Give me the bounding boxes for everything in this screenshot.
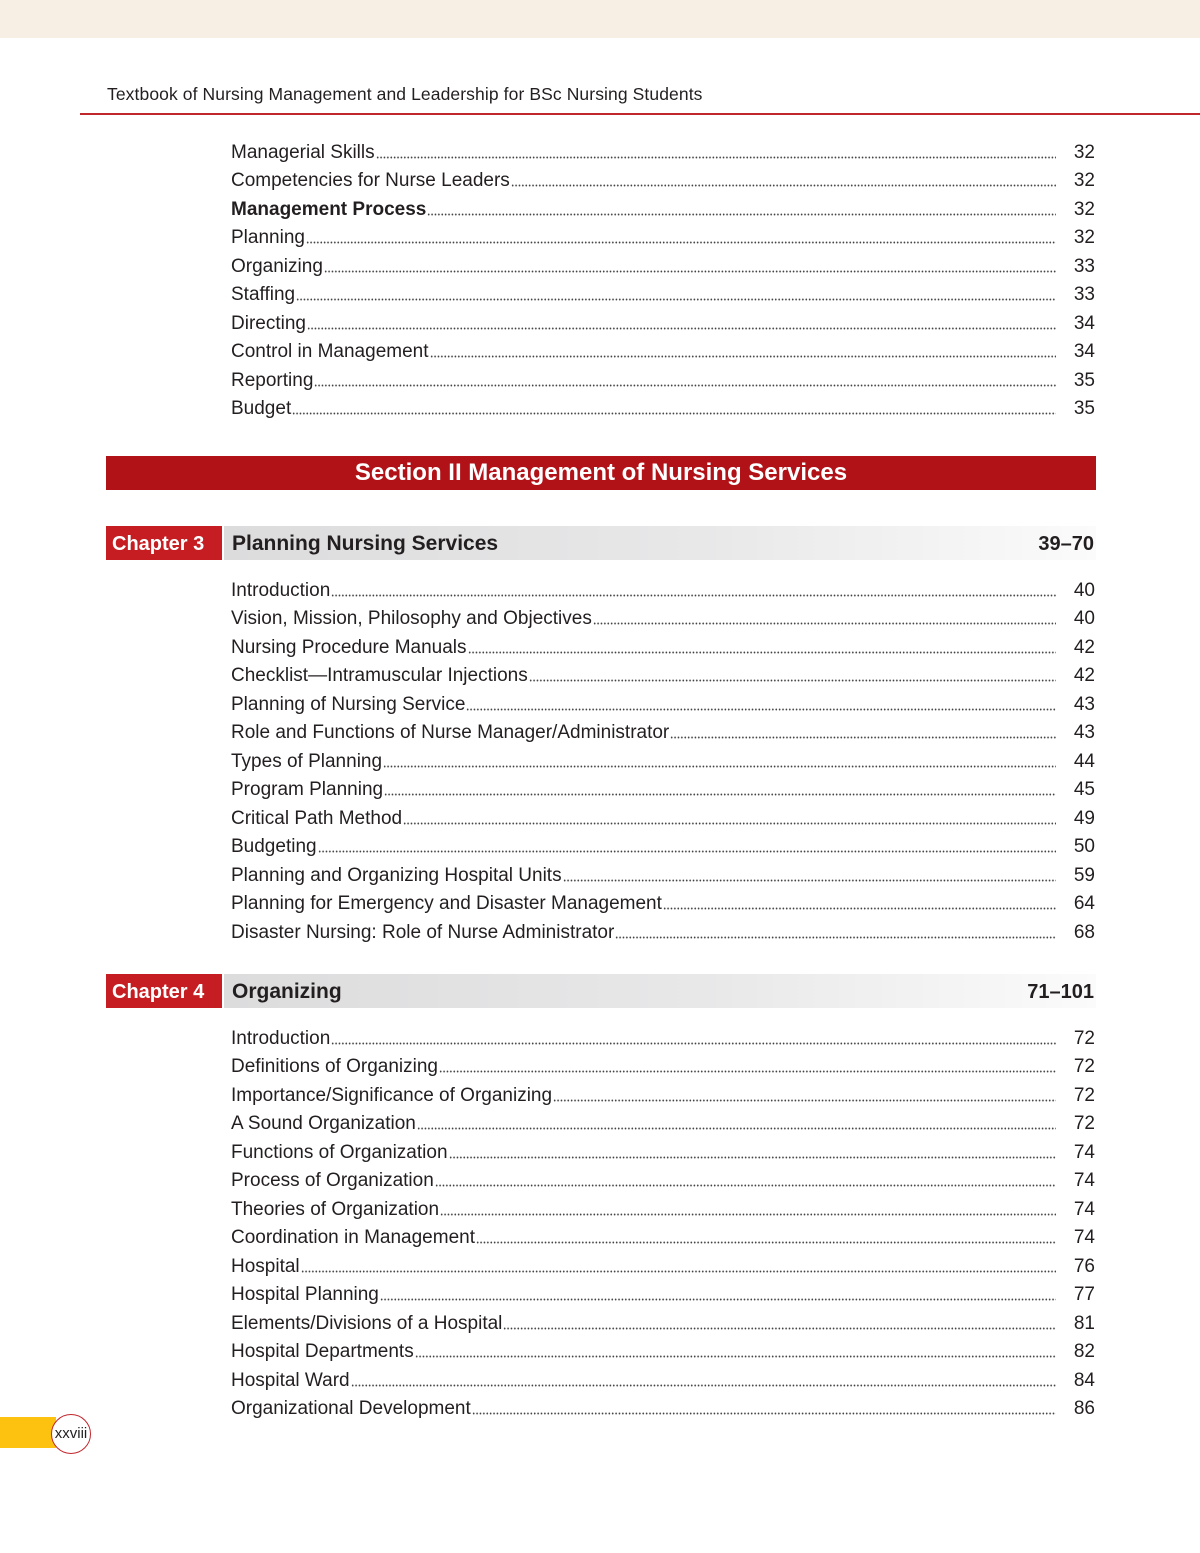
toc-entry-title: Functions of Organization [231, 1141, 448, 1163]
toc-entry [231, 1392, 1095, 1421]
chapter-page-range: 71–101 [1027, 981, 1094, 1003]
running-head: Textbook of Nursing Management and Leadership for BSc Nursing Students [107, 84, 703, 104]
toc-entry-title: Budgeting [231, 836, 317, 857]
toc-entry-title: Introduction [231, 1027, 331, 1049]
toc-entry-page: 81 [1073, 1312, 1095, 1334]
toc-entry-page: 72 [1073, 1084, 1095, 1106]
toc-entry [231, 1363, 1095, 1392]
toc-entry-title: Vision, Mission, Philosophy and Objectives [231, 608, 592, 629]
toc-entry [231, 830, 1095, 859]
toc-list-chapter-4 [231, 1021, 1095, 1420]
toc-entry-title: Reporting [231, 369, 314, 391]
toc-entry-page: 42 [1073, 665, 1095, 686]
toc-entry-title: Hospital Departments [231, 1341, 414, 1362]
toc-entry-page: 32 [1073, 227, 1095, 248]
toc-entry-title: Planning for Emergency and Disaster Management [231, 893, 662, 914]
toc-entry-title: Hospital Planning [231, 1284, 379, 1305]
toc-entry [231, 278, 1095, 307]
toc-entry [231, 1221, 1095, 1250]
toc-entry-page: 50 [1073, 836, 1095, 857]
toc-entry-title: Control in Management [231, 341, 429, 362]
toc-list-chapter-3 [231, 573, 1095, 944]
toc-entry-title: Nursing Procedure Manuals [231, 636, 467, 658]
chapter-title-band [224, 974, 1096, 1008]
dot-leader [296, 297, 1056, 302]
toc-entry-title: Checklist—Intramuscular Injections [231, 665, 528, 686]
toc-entry-page: 32 [1073, 198, 1095, 220]
toc-entry-title: Organizational Development [231, 1398, 471, 1419]
toc-entry-page: 42 [1073, 636, 1095, 658]
toc-entry-title: Introduction [231, 579, 331, 601]
toc-entry [231, 1107, 1095, 1136]
dot-leader [417, 1126, 1056, 1131]
toc-entry-title: Budget [231, 398, 292, 419]
toc-entry-page: 40 [1073, 579, 1095, 601]
toc-entry-page: 40 [1073, 608, 1095, 629]
dot-leader [383, 764, 1056, 769]
toc-entry [231, 915, 1095, 944]
toc-entry-page: 74 [1073, 1170, 1095, 1191]
toc-entry-page: 35 [1073, 398, 1095, 419]
toc-entry-page: 43 [1073, 693, 1095, 715]
dot-leader [670, 735, 1056, 740]
toc-entry [231, 1278, 1095, 1307]
dot-leader [301, 1269, 1056, 1274]
toc-entry-title: Theories of Organization [231, 1198, 440, 1220]
toc-entry-title: Directing [231, 312, 306, 334]
dot-leader [503, 1326, 1056, 1331]
toc-entry-page: 72 [1073, 1027, 1095, 1049]
toc-entry [231, 392, 1095, 421]
dot-leader [427, 212, 1056, 217]
toc-entry-page: 35 [1073, 369, 1095, 391]
toc-entry [231, 858, 1095, 887]
toc-entry [231, 687, 1095, 716]
dot-leader [440, 1212, 1056, 1217]
chapter-3-heading [106, 526, 1096, 560]
dot-leader [529, 678, 1056, 683]
toc-entry-title: Elements/Divisions of a Hospital [231, 1312, 503, 1334]
toc-entry [231, 1306, 1095, 1335]
dot-leader [435, 1183, 1056, 1188]
toc-entry-title: Coordination in Management [231, 1227, 475, 1248]
toc-entry-title: Process of Organization [231, 1170, 434, 1191]
dot-leader [415, 1354, 1056, 1359]
toc-entry [231, 1078, 1095, 1107]
toc-entry-page: 34 [1073, 312, 1095, 334]
toc-entry [231, 164, 1095, 193]
toc-entry [231, 659, 1095, 688]
toc-entry [231, 335, 1095, 364]
toc-entry-page: 32 [1073, 141, 1095, 163]
toc-entry [231, 249, 1095, 278]
toc-entry-title: Management Process [231, 198, 427, 220]
dot-leader [306, 240, 1056, 245]
dot-leader [324, 269, 1056, 274]
dot-leader [439, 1069, 1056, 1074]
toc-entry-page: 64 [1073, 893, 1095, 914]
toc-entry-title: Critical Path Method [231, 807, 403, 829]
toc-entry [231, 801, 1095, 830]
toc-entry-page: 82 [1073, 1341, 1095, 1362]
dot-leader [351, 1383, 1056, 1388]
toc-entry [231, 744, 1095, 773]
toc-entry-page: 74 [1073, 1198, 1095, 1220]
toc-entry-page: 33 [1073, 284, 1095, 305]
dot-leader [314, 383, 1056, 388]
toc-entry-page: 44 [1073, 750, 1095, 772]
chapter-label: Chapter 3 [106, 526, 222, 560]
dot-leader [376, 155, 1056, 160]
toc-entry-title: Planning and Organizing Hospital Units [231, 864, 562, 886]
dot-leader [615, 935, 1056, 940]
toc-entry [231, 306, 1095, 335]
toc-entry-page: 68 [1073, 921, 1095, 943]
chapter-4-heading [106, 974, 1096, 1008]
toc-entry-title: Disaster Nursing: Role of Nurse Administrator [231, 921, 615, 943]
toc-entry-page: 45 [1073, 779, 1095, 800]
toc-entry-page: 43 [1073, 722, 1095, 743]
chapter-page-range: 39–70 [1038, 533, 1094, 555]
toc-entry [231, 716, 1095, 745]
dot-leader [292, 411, 1056, 416]
toc-entry [231, 135, 1095, 164]
toc-entry [231, 221, 1095, 250]
section-heading: Section II Management of Nursing Services [106, 456, 1096, 490]
toc-entry-page: 32 [1073, 170, 1095, 191]
toc-entry-title: Planning [231, 227, 305, 248]
toc-entry-title: Definitions of Organizing [231, 1056, 438, 1077]
toc-entry-title: Hospital Ward [231, 1369, 350, 1391]
toc-entry-page: 72 [1073, 1113, 1095, 1134]
toc-entry-page: 34 [1073, 341, 1095, 362]
toc-entry-page: 77 [1073, 1284, 1095, 1305]
toc-entry-page: 74 [1073, 1141, 1095, 1163]
chapter-label: Chapter 4 [106, 974, 222, 1008]
toc-entry [231, 1335, 1095, 1364]
dot-leader [430, 354, 1057, 359]
dot-leader [449, 1155, 1056, 1160]
toc-entry [231, 773, 1095, 802]
toc-entry [231, 1192, 1095, 1221]
toc-entry-title: Hospital [231, 1255, 300, 1277]
toc-entry [231, 1135, 1095, 1164]
top-color-band [0, 0, 1200, 38]
dot-leader [476, 1240, 1056, 1245]
toc-entry-title: Staffing [231, 284, 296, 305]
dot-leader [468, 650, 1056, 655]
toc-entry [231, 192, 1095, 221]
dot-leader [472, 1411, 1056, 1416]
toc-entry [231, 363, 1095, 392]
toc-entry-page: 49 [1073, 807, 1095, 829]
toc-entry [231, 1050, 1095, 1079]
dot-leader [403, 821, 1056, 826]
toc-entry-title: Program Planning [231, 779, 384, 800]
toc-entry-page: 72 [1073, 1056, 1095, 1077]
toc-entry-title: Organizing [231, 255, 323, 277]
dot-leader [466, 707, 1056, 712]
toc-entry [231, 1249, 1095, 1278]
toc-entry [231, 1021, 1095, 1050]
toc-entry-page: 74 [1073, 1227, 1095, 1248]
toc-entry [231, 602, 1095, 631]
toc-list-top [231, 135, 1095, 420]
page-number: xxviii [51, 1414, 91, 1454]
folio-tab [0, 1417, 56, 1448]
toc-entry-title: Managerial Skills [231, 141, 375, 163]
toc-entry-title: Types of Planning [231, 750, 383, 772]
toc-entry [231, 887, 1095, 916]
dot-leader [593, 621, 1056, 626]
dot-leader [380, 1297, 1056, 1302]
toc-entry-page: 33 [1073, 255, 1095, 277]
toc-entry [231, 573, 1095, 602]
dot-leader [511, 183, 1056, 188]
chapter-title: Planning Nursing Services [232, 532, 499, 555]
dot-leader [307, 326, 1056, 331]
toc-entry-title: Importance/Significance of Organizing [231, 1084, 553, 1106]
dot-leader [384, 792, 1056, 797]
toc-entry-page: 59 [1073, 864, 1095, 886]
toc-entry [231, 1164, 1095, 1193]
header-rule [80, 113, 1200, 115]
toc-entry-title: Role and Functions of Nurse Manager/Administrator [231, 722, 670, 743]
toc-entry-title: A Sound Organization [231, 1113, 416, 1134]
dot-leader [563, 878, 1056, 883]
dot-leader [553, 1098, 1056, 1103]
dot-leader [331, 1041, 1056, 1046]
chapter-title: Organizing [232, 980, 342, 1003]
toc-entry-page: 86 [1073, 1398, 1095, 1419]
toc-entry-page: 76 [1073, 1255, 1095, 1277]
dot-leader [331, 593, 1056, 598]
dot-leader [663, 906, 1056, 911]
toc-entry-page: 84 [1073, 1369, 1095, 1391]
toc-entry-title: Planning of Nursing Service [231, 693, 466, 715]
toc-entry [231, 630, 1095, 659]
toc-entry-title: Competencies for Nurse Leaders [231, 170, 510, 191]
dot-leader [318, 849, 1056, 854]
